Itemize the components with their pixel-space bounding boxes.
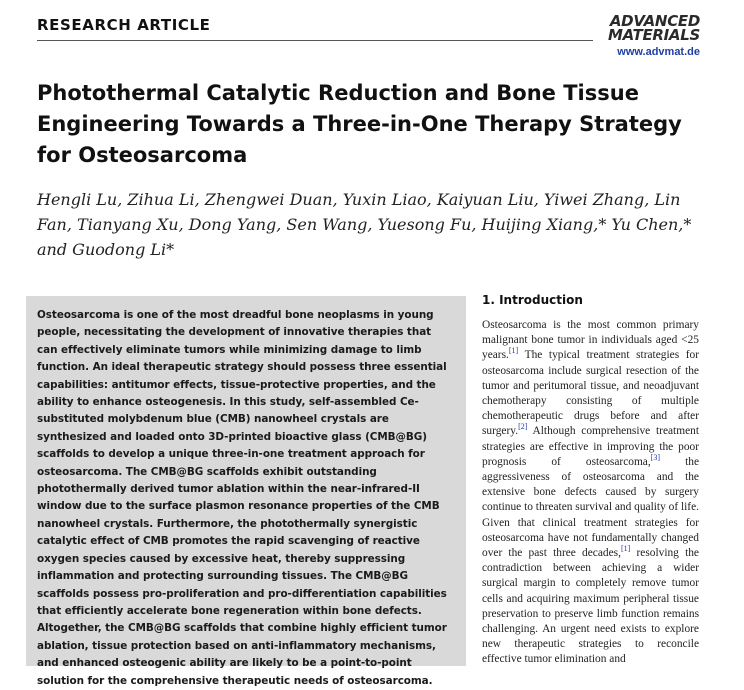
intro-text-segment: Although comprehensive treatment strategies are effective in improving the poor prognosis of osteosarcoma, xyxy=(482,425,699,468)
intro-text-segment: the aggressiveness of osteosarcoma and the extensive bone defects caused by surgery continue to threaten survival and quality of life. Given that clinical treatment strategies for osteosarcoma have not fundamentally changed over the past three decades, xyxy=(482,455,700,560)
intro-text-segment: resolving the contradiction between achieving a wider surgical margin to completely remove tumor cells and acquiring maximum peripheral tissue preservation to preserve limb function remains challenging. An urgent need exists to explore new therapeutic strategies to reconcile effective tumor elimination and xyxy=(482,547,699,666)
article-type-label: RESEARCH ARTICLE xyxy=(37,16,211,34)
journal-logo-line1: ADVANCED xyxy=(609,12,700,30)
intro-text-segment: The typical treatment strategies for osteosarcoma include surgical resection of the tumor and peritumoral tissue, and neoadjuvant chemotherapy consisting of multiple chemotherapeutic drugs before and after surgery. xyxy=(482,349,699,438)
citation-link[interactable]: [3] xyxy=(650,453,661,463)
citation-link[interactable]: [2] xyxy=(518,422,528,432)
journal-url-link[interactable]: www.advmat.de xyxy=(617,46,700,58)
section-heading-introduction: 1. Introduction xyxy=(482,293,583,307)
abstract-panel xyxy=(26,296,466,687)
journal-logo-line2: MATERIALS xyxy=(608,26,700,44)
intro-text-segment: Osteosarcoma is the most common primary malignant bone tumor in individuals aged <25 years. xyxy=(482,319,699,362)
journal-logo[interactable] xyxy=(602,14,700,42)
abstract-text: Osteosarcoma is one of the most dreadful bone neoplasms in young people, necessitating the development of innovative therapies that can effectively eliminate tumors while minimizing damage to limb function. An ideal therapeutic strategy should possess three essential capabilities: antitumor effects, tissue-protective properties, and the ability to enhance osteogenesis. In this study, self-assembled Ce-substituted molybdenum blue (CMB) nanowheel crystals are synthesized and loaded onto 3D-printed bioactive glass (CMB@BG) scaffolds to develop a unique three-in-one treatment approach for osteosarcoma. The CMB@BG scaffolds exhibit outstanding photothermally derived tumor ablation within the near-infrared-II window due to the surface plasmon resonance properties of the CMB nanowheel crystals. Furthermore, the photothermally synergistic catalytic effect of CMB promotes the rapid scavenging of reactive oxygen species caused by excessive heat, thereby suppressing inflammation and protecting surrounding tissues. The CMB@BG scaffolds possess pro-proliferation and pro-differentiation capabilities that efficiently accelerate bone regeneration within bone defects. Altogether, the CMB@BG scaffolds that combine highly efficient tumor ablation, tissue protection based on anti-inflammatory mechanisms, and enhanced osteogenic ability are likely to be a point-to-point solution for the comprehensive therapeutic needs of osteosarcoma. xyxy=(37,309,447,687)
citation-link[interactable]: [1] xyxy=(620,544,631,554)
article-title: Photothermal Catalytic Reduction and Bone Tissue Engineering Towards a Three-in-One Therapy Strategy for Osteosarcoma xyxy=(37,81,682,167)
author-list: Hengli Lu, Zihua Li, Zhengwei Duan, Yuxin Liao, Kaiyuan Liu, Yiwei Zhang, Lin Fan, Tianyang Xu, Dong Yang, Sen Wang, Yuesong Fu, Huijing Xiang,* Yu Chen,* and Guodong Li* xyxy=(37,190,692,259)
citation-link[interactable]: [1] xyxy=(508,346,519,356)
introduction-paragraph xyxy=(482,318,699,668)
header-divider xyxy=(37,40,593,41)
